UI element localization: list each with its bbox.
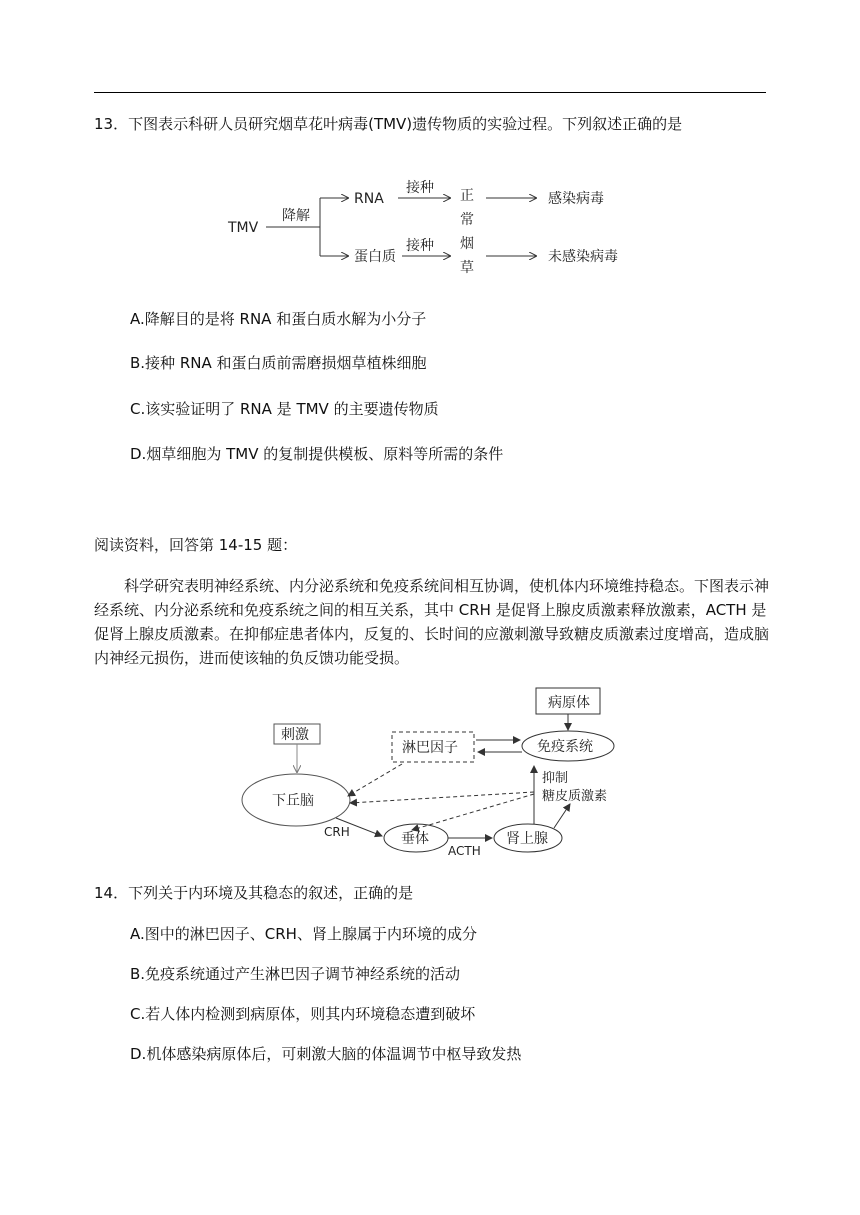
crh-label: CRH	[324, 825, 350, 839]
q13-option-c: C.该实验证明了 RNA 是 TMV 的主要遗传物质	[130, 400, 439, 418]
infected-label: 感染病毒	[548, 191, 604, 207]
tobacco-char-2: 常	[460, 212, 474, 228]
q14-option-d: D.机体感染病原体后，可刺激大脑的体温调节中枢导致发热	[130, 1045, 522, 1063]
neuro-endocrine-immune-diagram	[236, 682, 656, 862]
immune-system-label: 免疫系统	[537, 739, 593, 755]
reading-intro: 阅读资料，回答第 14-15 题：	[94, 536, 298, 554]
q13-option-a: A.降解目的是将 RNA 和蛋白质水解为小分子	[130, 310, 427, 328]
tobacco-char-4: 草	[460, 260, 474, 276]
q13-stem: 13．下图表示科研人员研究烟草花叶病毒(TMV)遗传物质的实验过程。下列叙述正确的是	[94, 115, 683, 133]
q14-option-c: C.若人体内检测到病原体，则其内环境稳态遭到破坏	[130, 1005, 476, 1023]
header-rule	[94, 92, 766, 93]
reading-paragraph: 科学研究表明神经系统、内分泌系统和免疫系统间相互协调，使机体内环境维持稳态。下图表示神经系统、内分泌系统和免疫系统之间的相互关系，其中 CRH 是促肾上腺皮质激素释放激素，ACTH 是促肾上腺皮质激素。在抑郁症患者体内，反复的、长时间的应激刺激导致糖皮质激素过度增高，造成脑内神经元损伤，进而使该轴的负反馈功能受损。	[94, 577, 770, 667]
degrade-label: 降解	[282, 208, 310, 224]
inhibit-label: 抑制	[542, 771, 569, 786]
q14-option-a: A.图中的淋巴因子、CRH、肾上腺属于内环境的成分	[130, 925, 477, 943]
pituitary-label: 垂体	[401, 831, 429, 847]
inoculate-bottom-label: 接种	[406, 238, 434, 254]
q14-option-b: B.免疫系统通过产生淋巴因子调节神经系统的活动	[130, 965, 461, 983]
q13-option-b: B.接种 RNA 和蛋白质前需磨损烟草植株细胞	[130, 354, 427, 372]
protein-label: 蛋白质	[354, 249, 396, 265]
rna-label: RNA	[354, 191, 384, 207]
glucocorticoid-label: 糖皮质激素	[542, 789, 608, 804]
tmv-label: TMV	[228, 220, 259, 236]
tobacco-char-3: 烟	[460, 236, 474, 252]
hypothalamus-label: 下丘脑	[272, 793, 314, 809]
q14-stem: 14．下列关于内环境及其稳态的叙述，正确的是	[94, 884, 414, 902]
inoculate-top-label: 接种	[406, 180, 434, 196]
acth-label: ACTH	[448, 844, 481, 858]
not-infected-label: 未感染病毒	[548, 249, 618, 265]
pathogen-label: 病原体	[548, 695, 590, 711]
tmv-experiment-diagram	[220, 176, 640, 276]
stimulus-label: 刺激	[281, 727, 309, 743]
tobacco-char-1: 正	[460, 188, 474, 204]
q13-option-d: D.烟草细胞为 TMV 的复制提供模板、原料等所需的条件	[130, 445, 504, 463]
adrenal-label: 肾上腺	[506, 831, 548, 847]
lymphokine-label: 淋巴因子	[402, 740, 458, 756]
